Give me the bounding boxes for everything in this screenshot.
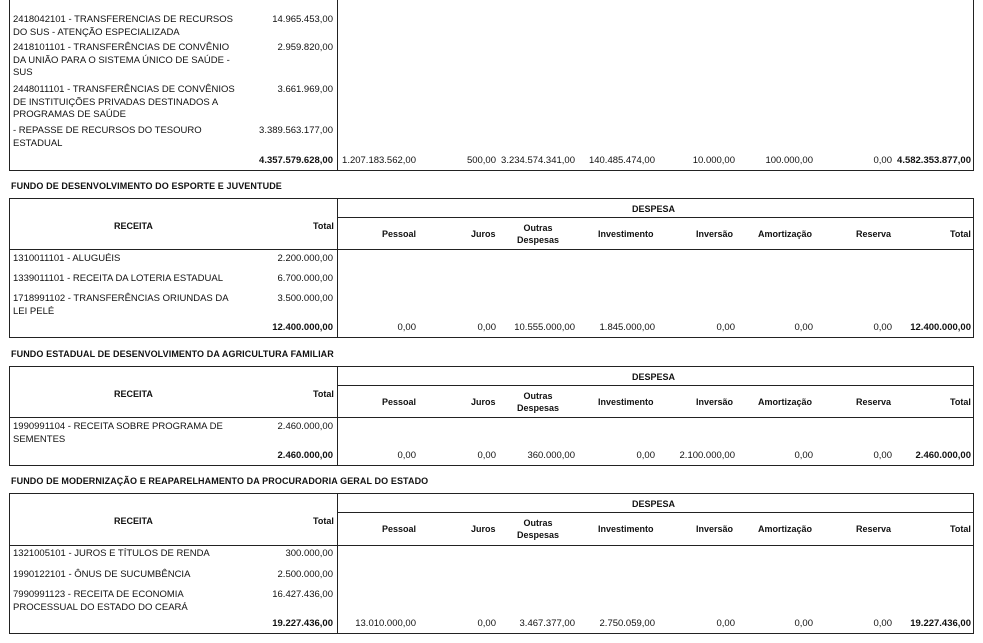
pessoal-sum: 0,00 [397,450,416,461]
investimento-header: Investimento [598,229,654,239]
amortizacao-sum: 0,00 [794,618,813,629]
investimento-sum: 1.845.000,00 [599,322,655,333]
outras-sum: 360.000,00 [527,450,575,461]
investimento-sum: 140.485.474,00 [588,155,655,166]
reserva-header: Reserva [856,524,892,534]
despesa-header: DESPESA [632,204,676,214]
inversao-header: Inversão [696,397,734,407]
reserva-sum: 0,00 [873,322,892,333]
receita-sum: 19.227.436,00 [272,618,333,629]
despesa-underline [337,217,973,218]
investimento-sum: 2.750.059,00 [599,618,655,629]
total-header: Total [313,389,334,399]
reserva-sum: 0,00 [873,155,892,166]
outras-sum: 3.234.574.341,00 [501,155,575,166]
receita-total: 2.460.000,00 [277,421,333,432]
amortizacao-header: Amortização [758,229,813,239]
receita-desc: 2448011101 - TRANSFERÊNCIAS DE CONVÊNIOS DE INSTITUIÇÕES PRIVADAS DESTINADOS A PROGRAMAS DE SAÚDE [13,84,235,120]
receita-desc: 1321005101 - JUROS E TÍTULOS DE RENDA [13,548,210,559]
receita-total: 3.661.969,00 [277,84,333,95]
receita-total: 3.500.000,00 [277,293,333,304]
inversao-header: Inversão [696,524,734,534]
outras-header: Outras Despesas [516,391,560,413]
reserva-sum: 0,00 [873,450,892,461]
inversao-header: Inversão [696,229,734,239]
header-bottom-line [10,417,973,418]
receita-desc: 1339011101 - RECEITA DA LOTERIA ESTADUAL [13,273,223,284]
top-table-divider [337,0,338,171]
total-sum: 2.460.000,00 [915,450,971,461]
total-sum: 12.400.000,00 [910,322,971,333]
pessoal-header: Pessoal [382,229,417,239]
receita-total: 2.200.000,00 [277,253,333,264]
receita-desc: 1990991104 - RECEITA SOBRE PROGRAMA DE SEMENTES [13,421,223,445]
amortizacao-sum: 0,00 [794,450,813,461]
receita-sum: 2.460.000,00 [277,450,333,461]
juros-sum: 0,00 [477,322,496,333]
receita-desc: 2418042101 - TRANSFERENCIAS DE RECURSOS DO SUS - ATENÇÃO ESPECIALIZADA [13,14,233,38]
receita-desc: 1718991102 - TRANSFERÊNCIAS ORIUNDAS DA LEI PELÉ [13,293,229,317]
outras-sum: 10.555.000,00 [514,322,575,333]
total-despesa-header: Total [950,524,971,534]
receita-desc: 2418101101 - TRANSFERÊNCIAS DE CONVÊNIO DA UNIÃO PARA O SISTEMA ÚNICO DE SAÚDE - SUS [13,42,230,78]
receita-total: 3.389.563.177,00 [259,125,333,136]
receita-sum: 4.357.579.628,00 [259,155,333,166]
receita-total: 300.000,00 [285,548,333,559]
receita-sum: 12.400.000,00 [272,322,333,333]
outras-sum: 3.467.377,00 [519,618,575,629]
total-despesa-header: Total [950,229,971,239]
reserva-header: Reserva [856,229,892,239]
inversao-sum: 10.000,00 [692,155,735,166]
pessoal-sum: 1.207.183.562,00 [342,155,416,166]
investimento-header: Investimento [598,397,654,407]
despesa-header: DESPESA [632,499,676,509]
header-bottom-line [10,545,973,546]
inversao-sum: 0,00 [716,618,735,629]
total-header: Total [313,221,334,231]
total-sum: 19.227.436,00 [910,618,971,629]
inversao-sum: 2.100.000,00 [679,450,735,461]
receita-desc: 7990991123 - RECEITA DE ECONOMIA PROCESSUAL DO ESTADO DO CEARÁ [13,589,188,613]
top-table-right-border [973,0,974,171]
reserva-sum: 0,00 [873,618,892,629]
total-header: Total [313,516,334,526]
pessoal-header: Pessoal [382,397,417,407]
investimento-sum: 0,00 [636,450,655,461]
receita-total: 16.427.436,00 [272,589,333,600]
receita-total: 2.959.820,00 [277,42,333,53]
receita-header: RECEITA [114,221,153,231]
receita-total: 6.700.000,00 [277,273,333,284]
outras-header: Outras Despesas [516,518,560,540]
juros-sum: 500,00 [466,155,496,166]
receita-total: 14.965.453,00 [272,14,333,25]
column-divider [337,494,338,633]
column-divider [337,199,338,337]
receita-total: 2.500.000,00 [277,569,333,580]
juros-header: Juros [471,229,496,239]
receita-header: RECEITA [114,389,153,399]
receita-desc: 1310011101 - ALUGUÉIS [13,253,121,264]
outras-header: Outras Despesas [516,223,560,245]
amortizacao-header: Amortização [758,524,813,534]
juros-header: Juros [471,524,496,534]
column-divider [337,367,338,465]
amortizacao-sum: 100.000,00 [765,155,813,166]
receita-header: RECEITA [114,516,153,526]
top-table-left-border [9,0,10,171]
juros-sum: 0,00 [477,618,496,629]
inversao-sum: 0,00 [716,322,735,333]
top-table-bottom-border [9,170,974,171]
amortizacao-header: Amortização [758,397,813,407]
despesa-header: DESPESA [632,372,676,382]
juros-sum: 0,00 [477,450,496,461]
despesa-underline [337,512,973,513]
fund-title: FUNDO DE MODERNIZAÇÃO E REAPARELHAMENTO DA PROCURADORIA GERAL DO ESTADO [11,476,429,486]
despesa-underline [337,385,973,386]
fund-title: FUNDO DE DESENVOLVIMENTO DO ESPORTE E JUVENTUDE [11,181,282,191]
total-sum: 4.582.353.877,00 [897,155,971,166]
investimento-header: Investimento [598,524,654,534]
amortizacao-sum: 0,00 [794,322,813,333]
pessoal-header: Pessoal [382,524,417,534]
receita-desc: 1990122101 - ÔNUS DE SUCUMBÊNCIA [13,569,191,580]
fund-title: FUNDO ESTADUAL DE DESENVOLVIMENTO DA AGRICULTURA FAMILIAR [11,349,334,359]
total-despesa-header: Total [950,397,971,407]
juros-header: Juros [471,397,496,407]
header-bottom-line [10,249,973,250]
pessoal-sum: 0,00 [397,322,416,333]
pessoal-sum: 13.010.000,00 [355,618,416,629]
reserva-header: Reserva [856,397,892,407]
receita-desc: - REPASSE DE RECURSOS DO TESOURO ESTADUAL [13,125,202,149]
